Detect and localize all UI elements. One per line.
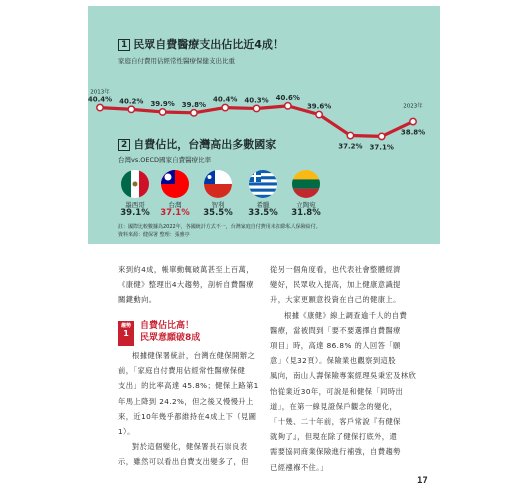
data-point xyxy=(379,133,385,139)
right-p2-line: 醫療，當被問到「要不要選擇自費醫療 xyxy=(270,325,401,335)
right-p2-line: 就夠了』，但現在除了健保打底外，還 xyxy=(270,432,398,442)
left-p3-line: 對於這個變化，健保署長石崇良表 xyxy=(132,442,248,452)
right-p2-line: 項目」時，高達 86.8% 的人回答「願 xyxy=(270,341,401,351)
data-point xyxy=(316,111,322,117)
article-left-column xyxy=(118,262,280,308)
left-p2-line: 1）。 xyxy=(118,427,135,437)
data-label: 40.6% xyxy=(275,93,300,102)
right-p1-line: 升，大家更願意投資在自己的健康上。 xyxy=(270,295,401,305)
data-point xyxy=(347,132,353,138)
data-label: 40.4% xyxy=(213,95,238,104)
data-label: 39.8% xyxy=(181,100,207,109)
taiwan-flag-icon xyxy=(161,170,189,198)
country-name: 希臘 xyxy=(256,201,270,209)
chile-flag-icon xyxy=(204,170,232,198)
country-name: 台灣 xyxy=(168,201,182,209)
right-p1-line: 從另一個角度看，也代表社會整體經濟 xyxy=(270,265,401,274)
right-p2-line: 風向，南山人壽保險專案經理吳秉宏及林欣 xyxy=(270,371,417,381)
data-label: 37.1% xyxy=(369,143,394,152)
section2-title-text: 自費佔比，台灣高出多數國家 xyxy=(133,138,277,151)
end-year-label: 2023年 xyxy=(403,103,423,110)
chart-source: 資料來源：健保署 整理：張雅亭 xyxy=(118,232,190,238)
section2-number: 2 xyxy=(118,139,130,151)
section1-number: 1 xyxy=(118,39,130,51)
left-p1-line: 關鍵動向。 xyxy=(118,295,157,305)
section2-subtitle: 台灣vs.OECD國家自費醫療比率 xyxy=(118,156,212,164)
left-p1-line: 《康健》整理出4大趨勢，剖析自費醫療 xyxy=(118,280,254,290)
country-value: 35.5% xyxy=(203,208,233,218)
data-point xyxy=(285,103,291,109)
right-p2-line: 已經襁褓不住。」 xyxy=(270,462,328,472)
mexico-flag-icon xyxy=(121,170,149,198)
data-label: 39.9% xyxy=(150,99,175,108)
data-point xyxy=(191,110,197,116)
right-p2-line: 根據《康健》線上調查逾千人的自費 xyxy=(284,310,408,320)
country-name: 智利 xyxy=(211,201,225,209)
trend-title-line: 自費佔比高！ xyxy=(140,321,195,331)
right-p2-line: 「十幾、二十年前，客戶常說『有健保 xyxy=(270,417,401,427)
country-value: 39.1% xyxy=(120,208,150,218)
data-point xyxy=(253,105,259,111)
right-p2-line: 道」，在第一線見證保戶觀念的變化， xyxy=(270,401,398,411)
page-number: 17 xyxy=(417,476,428,486)
country-value: 37.1% xyxy=(160,208,190,218)
data-point xyxy=(159,109,165,115)
right-p2-line: 怡從業近30年，可說是和健保「同時出 xyxy=(270,386,404,396)
right-p2-line: 需要協同商業保險進行補強，自費趨勢 xyxy=(270,447,401,457)
section1-title-text: 民眾自費醫療支出佔比近4成！ xyxy=(133,38,284,51)
left-p1-line: 來到約4成，帳單動輒破萬甚至上百萬， xyxy=(118,265,254,274)
data-label: 40.3% xyxy=(244,96,269,105)
left-p3-line: 示，雖然可以看出自費支出變多了，但 xyxy=(118,457,249,467)
country-value: 31.8% xyxy=(291,208,321,218)
left-p2-line: 前，「家庭自付費用佔經常性醫療保健 xyxy=(118,366,246,376)
data-point xyxy=(222,104,228,110)
left-p2-line: 支出」的比率高達 45.8%；健保上路第1 xyxy=(118,381,259,391)
left-p2-line: 年馬上降到 24.2%，但之後又慢慢升上 xyxy=(118,396,254,406)
right-p2-line: 意」（見32頁）。保險業也觀察到這股 xyxy=(270,356,396,366)
lithuania-flag-icon xyxy=(292,170,320,198)
right-p1-line: 變好，民眾收入提高，加上健康意識提 xyxy=(270,280,401,290)
data-point xyxy=(97,104,103,110)
data-label: 38.8% xyxy=(400,128,426,137)
section1-subtitle: 家庭自付費用佔經常性醫療保健支出比重 xyxy=(118,57,235,65)
trend-title xyxy=(140,320,200,344)
trend-badge-label: 趨勢 xyxy=(120,323,131,329)
left-p2-line: 來，近10年幾乎都維持在4成上下（見圖 xyxy=(118,411,257,421)
start-year-label: 2013年 xyxy=(90,89,110,96)
data-point xyxy=(410,118,416,124)
article-right-column xyxy=(270,262,432,475)
data-point xyxy=(128,106,134,112)
country-value: 33.5% xyxy=(248,208,278,218)
trend-badge xyxy=(118,321,134,346)
chart-note: 註：國際比較數據為2022年，各國統計方式不一，台灣家庭自付費用未扣除私人保險給付。 xyxy=(118,224,321,230)
country-name: 墨西哥 xyxy=(125,201,145,209)
trend-badge-number: 1 xyxy=(123,329,129,338)
left-p2-line: 根據健保署統計，台灣在健保開辦之 xyxy=(132,351,256,360)
data-label: 40.4% xyxy=(88,95,113,104)
article-left-column-2 xyxy=(118,348,280,470)
data-label: 39.6% xyxy=(306,102,332,111)
trend-title-line: 民眾意願破8成 xyxy=(140,333,201,343)
section2-title xyxy=(118,136,276,152)
greece-flag-icon xyxy=(249,170,277,198)
country-name: 立陶宛 xyxy=(296,201,316,209)
data-label: 40.2% xyxy=(119,97,144,106)
data-label: 37.2% xyxy=(338,142,363,151)
